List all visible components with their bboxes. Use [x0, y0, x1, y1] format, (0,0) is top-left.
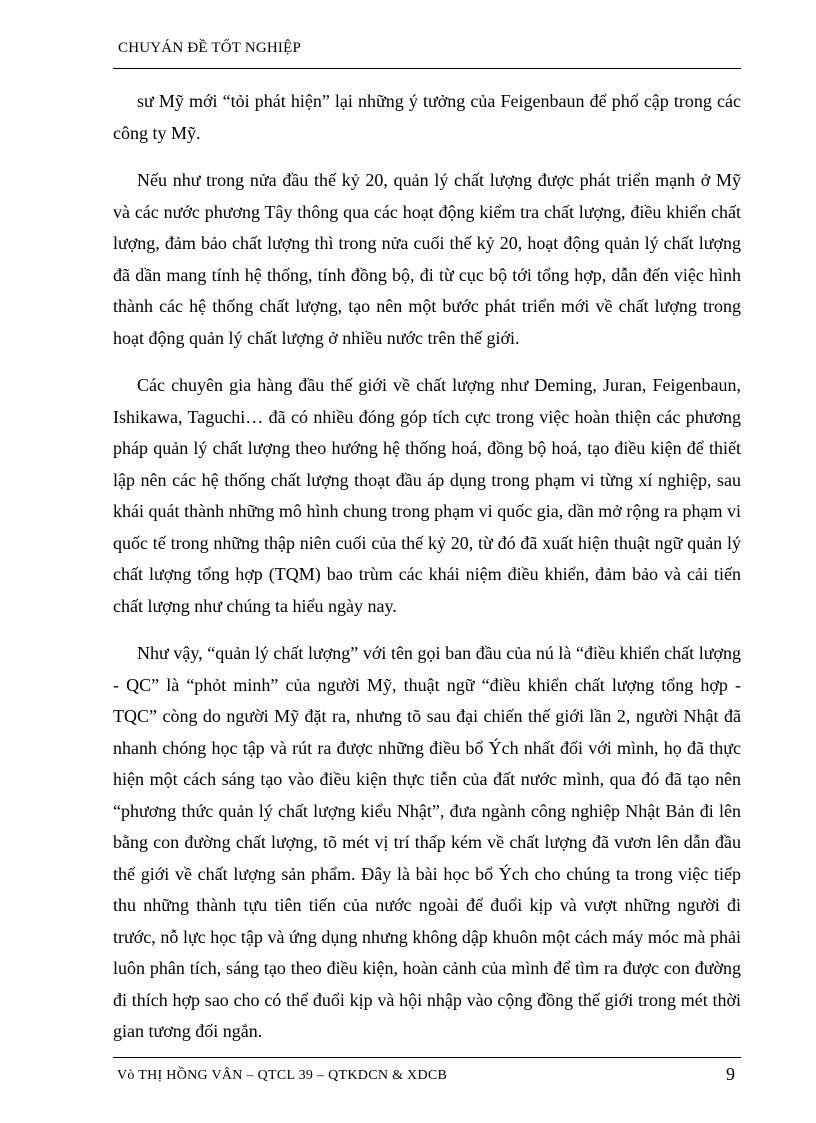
paragraph: Nếu như trong nửa đầu thế kỷ 20, quản lý chất lượng được phát triển mạnh ở Mỹ và các nước phương Tây thông qua các hoạt động kiểm tra chất lượng, điều khiển chất lượng, đảm bảo chất lượng thì trong nửa cuối thế kỷ 20, hoạt động quản lý chất lượng đã dần mang tính hệ thống, tính đồng bộ, đi từ cục bộ tới tổng hợp, dẫn đến việc hình thành các hệ thống chất lượng, tạo nên một bước phát triển mới về chất lượng trong hoạt động quản lý chất lượng ở nhiều nước trên thế giới. — [113, 170, 741, 348]
page-footer — [113, 1064, 741, 1088]
header-divider — [113, 68, 741, 69]
document-body — [113, 86, 741, 1064]
paragraph: Như vậy, “quản lý chất lượng” với tên gọi ban đầu của nú là “điều khiển chất lượng - QC” là “phỏt minh” của người Mỹ, thuật ngữ “điều khiển chất lượng tổng hợp - TQC” còng do người Mỹ đặt ra, nhưng tõ sau đại chiến thế giới lần 2, người Nhật đã nhanh chóng học tập và rút ra được những điều bổ Ých nhất đối với mình, họ đã thực hiện một cách sáng tạo vào điều kiện thực tiễn của đất nước mình, qua đó đã tạo nên “phương thức quản lý chất lượng kiểu Nhật”, đưa ngành công nghiệp Nhật Bản đi lên bằng con đường chất lượng, tõ mét vị trí thấp kém về chất lượng đã vươn lên dẫn đầu thế giới về chất lượng sản phẩm. Đây là bài học bổ Ých cho chúng ta trong việc tiếp thu những thành tựu tiên tiến của nước ngoài để đuổi kịp và vượt những người đi trước, nỗ lực học tập và ứng dụng nhưng không dập khuôn một cách máy móc mà phải luôn phân tích, sáng tạo theo điều kiện, hoàn cảnh của mình để tìm ra được con đường đi thích hợp sao cho có thể đuổi kịp và hội nhập vào cộng đồng thế giới trong mét thời gian tương đối ngắn. — [113, 643, 741, 1041]
header-title: CHUYÁN ĐỀ TỐT NGHIỆP — [118, 40, 302, 56]
page-number: 9 — [726, 1064, 735, 1084]
paragraph: sư Mỹ mới “tỏi phát hiện” lại những ý tưởng của Feigenbaun để phổ cập trong các công ty Mỹ. — [113, 91, 741, 143]
footer-divider — [113, 1057, 741, 1058]
paragraph: Các chuyên gia hàng đầu thế giới về chất lượng như Deming, Juran, Feigenbaun, Ishikawa, Taguchi… đã có nhiều đóng góp tích cực trong việc hoàn thiện các phương pháp quản lý chất lượng theo hướng hệ thống hoá, đồng bộ hoá, tạo điều kiện để thiết lập nên các hệ thống chất lượng thoạt đầu áp dụng trong phạm vi từng xí nghiệp, sau khái quát thành những mô hình chung trong phạm vi quốc gia, dần mở rộng ra phạm vi quốc tế trong những thập niên cuối của thế kỷ 20, từ đó đã xuất hiện thuật ngữ quản lý chất lượng tổng hợp (TQM) bao trùm các khái niệm điều khiển, đảm bảo và cải tiến chất lượng như chúng ta hiểu ngày nay. — [113, 375, 741, 616]
footer-author: Vò THỊ HỒNG VÂN – QTCL 39 – QTKDCN & XDCB — [117, 1068, 448, 1083]
page-header — [118, 40, 742, 64]
